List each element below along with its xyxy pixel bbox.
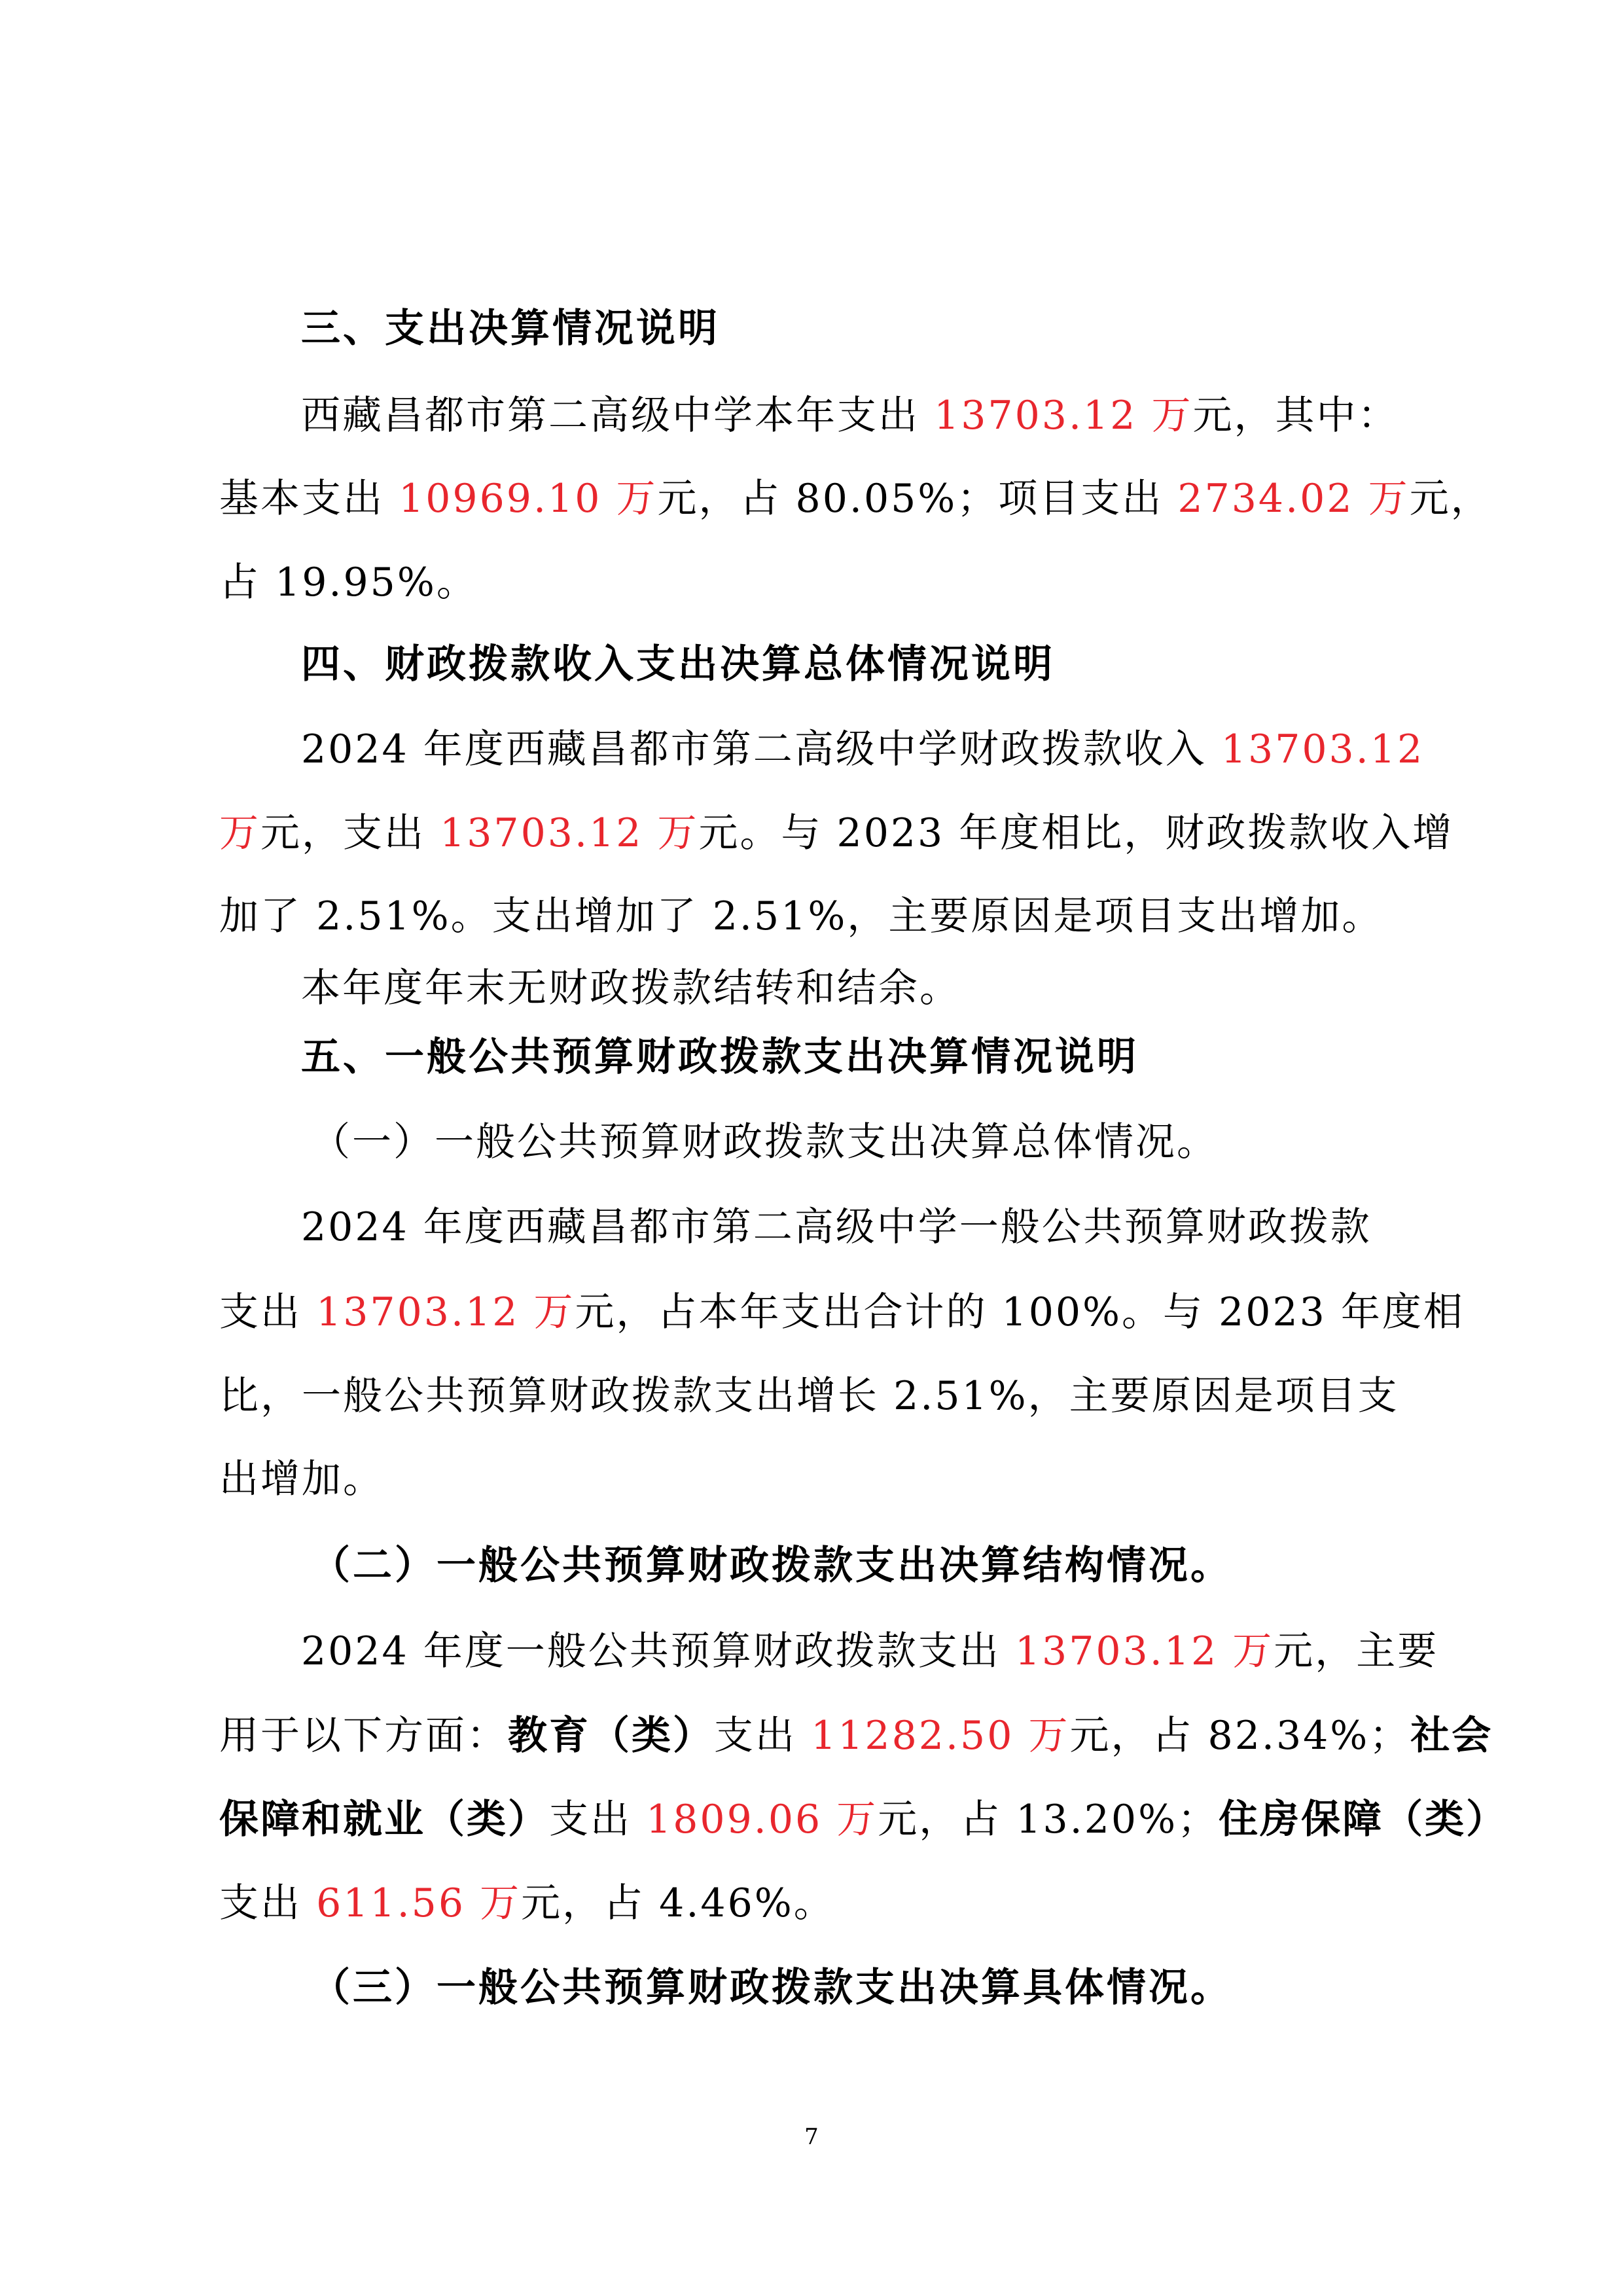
- text: 元，: [1409, 476, 1492, 522]
- text: 元。与 2023 年度相比，财政拨款收入增: [698, 810, 1454, 856]
- subsection-heading-detail: （三）一般公共预算财政拨款支出决算具体情况。: [311, 1965, 1232, 2011]
- text: 支出: [714, 1713, 812, 1759]
- text: 基本支出: [219, 476, 399, 522]
- text: 2024 年度西藏昌都市第二高级中学财政拨款收入: [301, 726, 1221, 772]
- amount-project-expenditure: 2734.02 万: [1177, 476, 1410, 522]
- paragraph-line: [0, 1286, 1623, 1338]
- text: 出增加。: [219, 1456, 384, 1502]
- amount-education: 11282.50 万: [811, 1713, 1070, 1759]
- text: 2024 年度一般公共预算财政拨款支出: [301, 1628, 1015, 1674]
- text: 本年度年末无财政拨款结转和结余。: [301, 965, 961, 1011]
- text: 元，占 80.05%；项目支出: [657, 476, 1178, 522]
- text: 元，占本年支出合计的 100%。与 2023 年度相: [575, 1289, 1465, 1335]
- text: 元，主要: [1274, 1628, 1439, 1674]
- paragraph-line: [0, 1625, 1623, 1677]
- paragraph-line: [0, 1201, 1623, 1253]
- text: 元，支出: [260, 810, 440, 856]
- amount-fiscal-expense: 13703.12 万: [440, 810, 699, 856]
- paragraph-line: [0, 1710, 1623, 1762]
- paragraph-line: [0, 1877, 1623, 1929]
- subsection-heading-structure: （二）一般公共预算财政拨款支出决算结构情况。: [311, 1543, 1232, 1588]
- amount-unit: 万: [219, 810, 260, 856]
- section-heading-fiscal-overview: 四、财政拨款收入支出决算总体情况说明: [301, 641, 1055, 687]
- text: 用于以下方面：: [219, 1713, 508, 1759]
- section-heading-expenditure: 三、支出决算情况说明: [301, 306, 720, 351]
- amount-fiscal-income: 13703.12: [1221, 726, 1425, 772]
- section-heading-general-budget: 五、一般公共预算财政拨款支出决算情况说明: [301, 1034, 1139, 1080]
- paragraph-line: [0, 962, 1623, 1014]
- text: 元，占 4.46%。: [521, 1880, 835, 1926]
- paragraph-line: [0, 890, 1623, 942]
- text: 占 19.95%。: [219, 560, 478, 605]
- category-housing: 住房保障（类）: [1219, 1797, 1508, 1842]
- category-social-security: 社会: [1410, 1713, 1493, 1759]
- amount-general-budget-expense: 13703.12 万: [316, 1289, 575, 1335]
- paragraph-line: [0, 723, 1623, 776]
- amount-social-security: 1809.06 万: [646, 1797, 878, 1842]
- category-education: 教育（类）: [508, 1713, 714, 1759]
- paragraph-line: [0, 1793, 1623, 1846]
- text: 元，占 13.20%；: [878, 1797, 1219, 1842]
- text: 支出: [549, 1797, 647, 1842]
- text: 支出: [219, 1289, 317, 1335]
- text: 比，一般公共预算财政拨款支出增长 2.51%，主要原因是项目支: [219, 1373, 1399, 1419]
- text: 加了 2.51%。支出增加了 2.51%，主要原因是项目支出增加。: [219, 893, 1383, 939]
- amount-total-expenditure: 13703.12 万: [934, 393, 1193, 439]
- text: 2024 年度西藏昌都市第二高级中学一般公共预算财政拨款: [301, 1204, 1372, 1250]
- text: 元，占 82.34%；: [1069, 1713, 1411, 1759]
- category-social-security-cont: 保障和就业（类）: [219, 1797, 549, 1842]
- paragraph-line: [0, 473, 1623, 525]
- amount-basic-expenditure: 10969.10 万: [399, 476, 658, 522]
- text: 支出: [219, 1880, 317, 1926]
- page-number: 7: [804, 2124, 819, 2150]
- paragraph-line: [0, 556, 1623, 609]
- paragraph-line: [0, 1453, 1623, 1505]
- text: 元，其中：: [1192, 393, 1399, 439]
- subsection-heading-overall: （一）一般公共预算财政拨款支出决算总体情况。: [311, 1119, 1218, 1165]
- paragraph-line: [0, 389, 1623, 442]
- text: 西藏昌都市第二高级中学本年支出: [301, 393, 935, 439]
- paragraph-line: [0, 1370, 1623, 1422]
- paragraph-line: [0, 807, 1623, 859]
- amount-housing: 611.56 万: [316, 1880, 522, 1926]
- amount-general-budget-total: 13703.12 万: [1014, 1628, 1274, 1674]
